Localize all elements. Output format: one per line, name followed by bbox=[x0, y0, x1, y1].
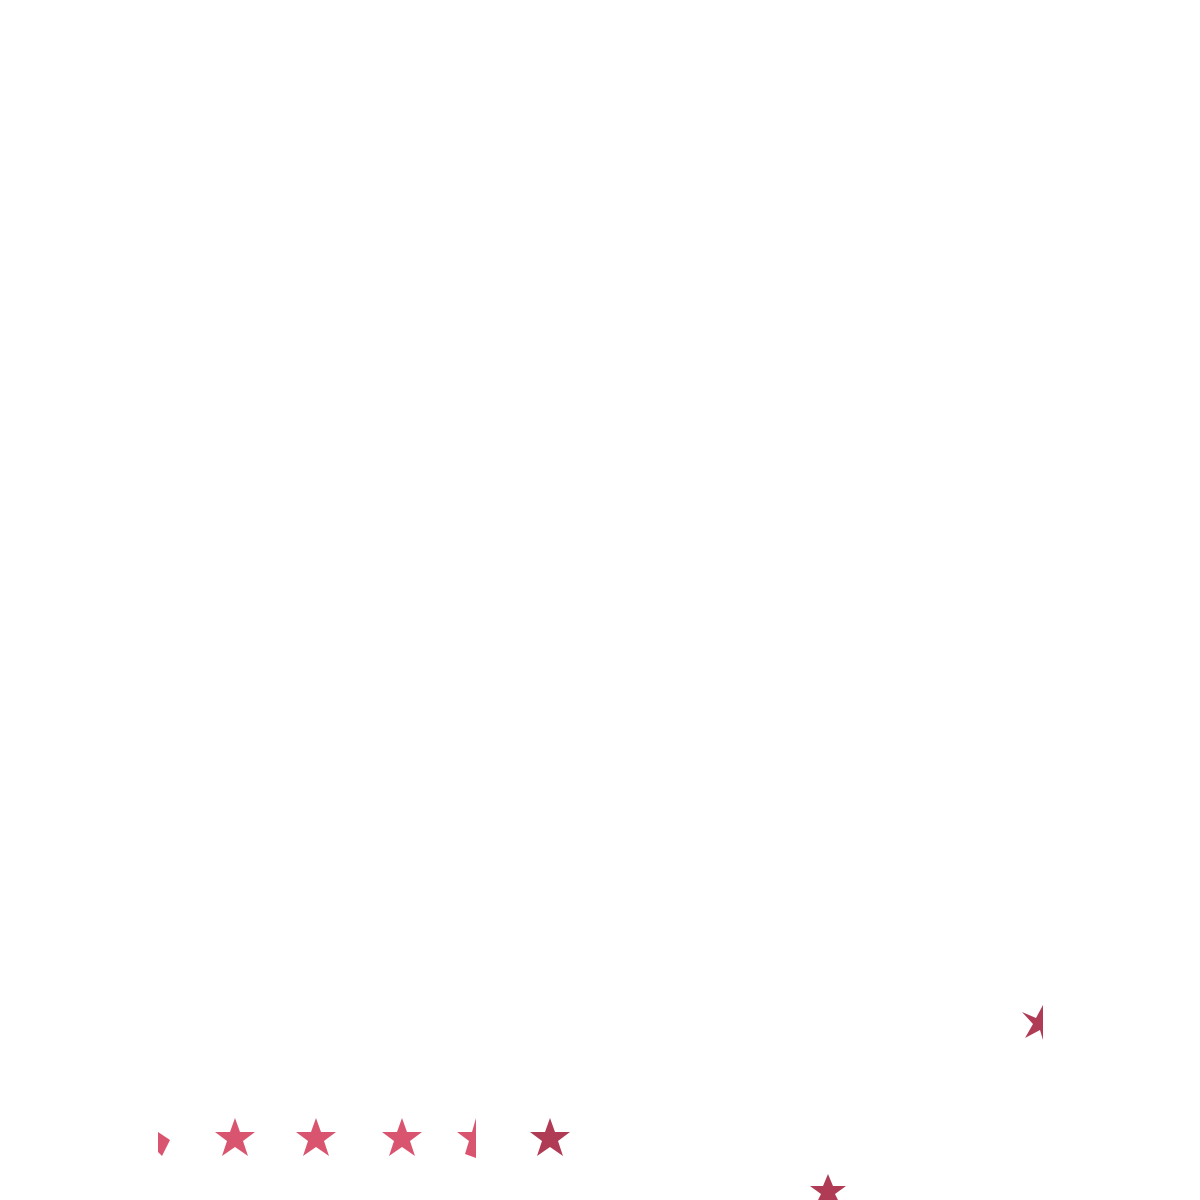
text-column-right bbox=[640, 114, 995, 145]
text-column-left bbox=[261, 114, 616, 145]
bottom-small-star bbox=[808, 1172, 848, 1200]
star-icon bbox=[158, 1132, 170, 1156]
star-icon bbox=[296, 1118, 336, 1156]
star-icon bbox=[215, 1118, 255, 1156]
book-page bbox=[158, 0, 1043, 1200]
star-icon bbox=[810, 1174, 846, 1200]
star-icon bbox=[382, 1118, 422, 1156]
star-icon bbox=[530, 1118, 570, 1156]
bottom-star-row bbox=[158, 1110, 628, 1200]
right-star-icon bbox=[1022, 1005, 1043, 1040]
right-stripe-border bbox=[1020, 0, 1043, 1200]
star-icon bbox=[457, 1118, 476, 1158]
top-stripe-border bbox=[158, 0, 1043, 30]
